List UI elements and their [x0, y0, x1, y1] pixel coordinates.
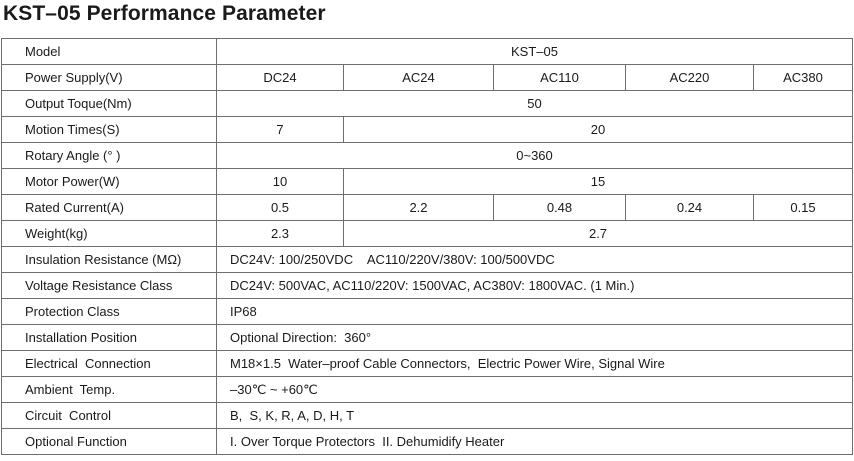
row-label: Voltage Resistance Class [2, 273, 217, 299]
rated-current-ac380: 0.15 [754, 195, 853, 221]
power-supply-ac24: AC24 [344, 65, 494, 91]
circuit-control-value: B, S, K, R, A, D, H, T [217, 403, 853, 429]
row-label: Power Supply(V) [2, 65, 217, 91]
rotary-angle-value: 0~360 [217, 143, 853, 169]
row-voltage-resistance [2, 273, 853, 299]
weight-ac: 2.7 [344, 221, 853, 247]
row-power-supply [2, 65, 853, 91]
row-model [2, 39, 853, 65]
power-supply-dc24: DC24 [217, 65, 344, 91]
ambient-temp-value: –30℃ ~ +60℃ [217, 377, 853, 403]
row-optional-function [2, 429, 853, 455]
row-label: Output Toque(Nm) [2, 91, 217, 117]
row-insulation-resistance [2, 247, 853, 273]
row-label: Electrical Connection [2, 351, 217, 377]
optional-function-value: I. Over Torque Protectors II. Dehumidify Heater [217, 429, 853, 455]
row-rotary-angle [2, 143, 853, 169]
power-supply-ac110: AC110 [494, 65, 626, 91]
electrical-connection-value: M18×1.5 Water–proof Cable Connectors, Electric Power Wire, Signal Wire [217, 351, 853, 377]
row-label: Rotary Angle (° ) [2, 143, 217, 169]
insulation-resistance-value: DC24V: 100/250VDC AC110/220V/380V: 100/500VDC [217, 247, 853, 273]
rated-current-ac220: 0.24 [626, 195, 754, 221]
row-circuit-control [2, 403, 853, 429]
row-label: Weight(kg) [2, 221, 217, 247]
rated-current-dc24: 0.5 [217, 195, 344, 221]
row-label: Ambient Temp. [2, 377, 217, 403]
installation-position-value: Optional Direction: 360° [217, 325, 853, 351]
model-value: KST–05 [217, 39, 853, 65]
row-label: Rated Current(A) [2, 195, 217, 221]
row-protection-class [2, 299, 853, 325]
row-motor-power [2, 169, 853, 195]
row-electrical-connection [2, 351, 853, 377]
row-ambient-temp [2, 377, 853, 403]
row-label: Motor Power(W) [2, 169, 217, 195]
row-output-torque [2, 91, 853, 117]
row-installation-position [2, 325, 853, 351]
row-label: Circuit Control [2, 403, 217, 429]
page-title: KST–05 Performance Parameter [3, 2, 326, 25]
motor-power-ac: 15 [344, 169, 853, 195]
power-supply-ac380: AC380 [754, 65, 853, 91]
row-label: Insulation Resistance (MΩ) [2, 247, 217, 273]
row-rated-current [2, 195, 853, 221]
output-torque-value: 50 [217, 91, 853, 117]
power-supply-ac220: AC220 [626, 65, 754, 91]
motion-times-ac: 20 [344, 117, 853, 143]
motor-power-dc: 10 [217, 169, 344, 195]
row-label: Protection Class [2, 299, 217, 325]
motion-times-dc: 7 [217, 117, 344, 143]
rated-current-ac110: 0.48 [494, 195, 626, 221]
row-motion-times [2, 117, 853, 143]
row-label: Model [2, 39, 217, 65]
protection-class-value: IP68 [217, 299, 853, 325]
voltage-resistance-value: DC24V: 500VAC, AC110/220V: 1500VAC, AC380V: 1800VAC. (1 Min.) [217, 273, 853, 299]
row-label: Motion Times(S) [2, 117, 217, 143]
performance-parameter-table [1, 38, 853, 455]
weight-dc: 2.3 [217, 221, 344, 247]
row-label: Optional Function [2, 429, 217, 455]
row-label: Installation Position [2, 325, 217, 351]
rated-current-ac24: 2.2 [344, 195, 494, 221]
row-weight [2, 221, 853, 247]
